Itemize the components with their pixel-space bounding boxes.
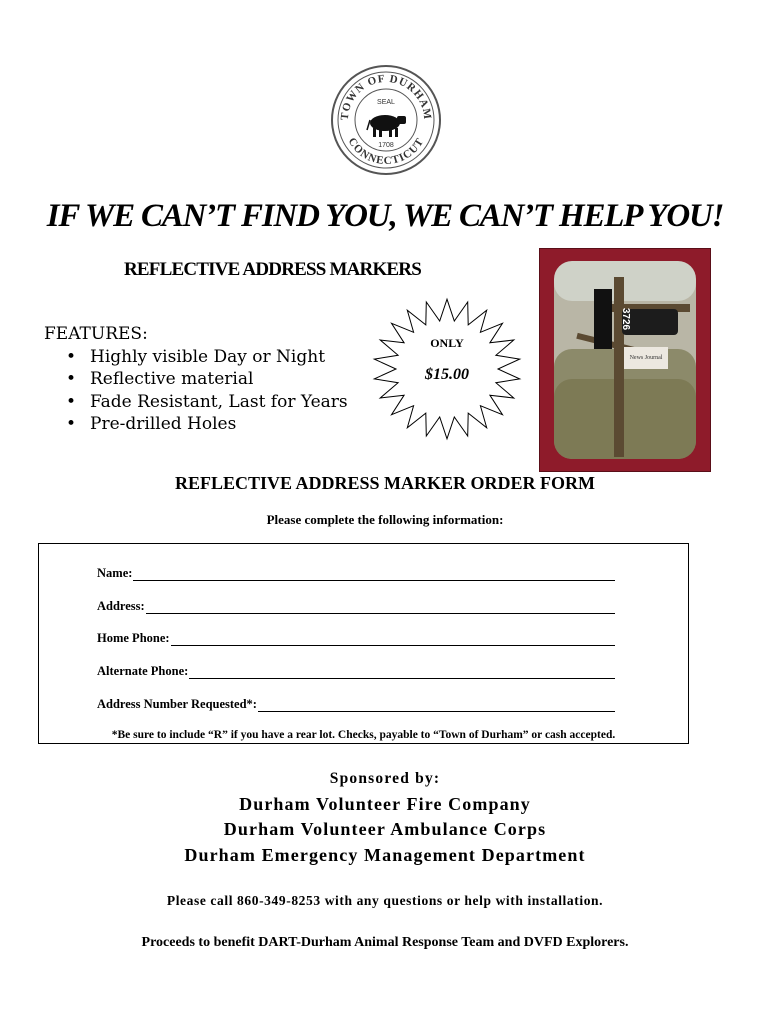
town-seal-logo [330, 64, 442, 176]
subheading: REFLECTIVE ADDRESS MARKERS [124, 259, 421, 280]
svg-text:1708: 1708 [378, 142, 394, 149]
alternate-phone-label: Alternate Phone: [97, 664, 189, 678]
price-label: ONLY [430, 336, 464, 350]
svg-text:CONNECTICUT: CONNECTICUT [345, 135, 427, 168]
alternate-phone-field[interactable] [97, 664, 615, 679]
proceeds-line: Proceeds to benefit DART-Durham Animal Response Team and DVFD Explorers. [141, 935, 629, 950]
home-phone-field[interactable] [97, 631, 615, 646]
address-number-field[interactable] [97, 697, 615, 712]
order-form-title: REFLECTIVE ADDRESS MARKER ORDER FORM [174, 473, 596, 493]
marker-number: 3726 [620, 307, 631, 331]
form-note: *Be sure to include “R” if you have a rear lot. Checks, payable to “Town of Durham” or cash accepted. [111, 729, 616, 741]
feature-item: • Highly visible Day or Night [90, 346, 348, 369]
svg-text:TOWN OF DURHAM: TOWN OF DURHAM [338, 72, 434, 121]
sponsor-org: Durham Volunteer Ambulance Corps [223, 819, 547, 839]
feature-item: • Pre-drilled Holes [90, 413, 348, 436]
sponsor-org: Durham Emergency Management Department [184, 845, 586, 865]
address-number-label: Address Number Requested*: [97, 697, 257, 711]
home-phone-label: Home Phone: [97, 631, 170, 645]
name-field[interactable] [97, 566, 615, 581]
address-field[interactable] [97, 599, 615, 614]
headline: IF WE CAN’T FIND YOU, WE CAN’T HELP YOU! [46, 198, 724, 234]
sponsored-by-label: Sponsored by: [329, 770, 441, 787]
price-value: $15.00 [425, 366, 469, 383]
svg-text:News Journal: News Journal [629, 355, 663, 361]
marker-photo [539, 248, 711, 472]
address-label: Address: [97, 599, 145, 613]
contact-line: Please call 860-349-8253 with any questions or help with installation. [166, 893, 604, 908]
order-form-instructions: Please complete the following information: [266, 512, 504, 527]
svg-text:SEAL: SEAL [377, 99, 395, 106]
features-list [44, 323, 348, 436]
name-label: Name: [97, 566, 133, 580]
mailbox-image [540, 249, 710, 471]
sponsor-org: Durham Volunteer Fire Company [239, 794, 531, 814]
features-title: FEATURES: [44, 324, 148, 344]
feature-item: • Fade Resistant, Last for Years [90, 391, 348, 414]
feature-item: • Reflective material [90, 368, 348, 391]
